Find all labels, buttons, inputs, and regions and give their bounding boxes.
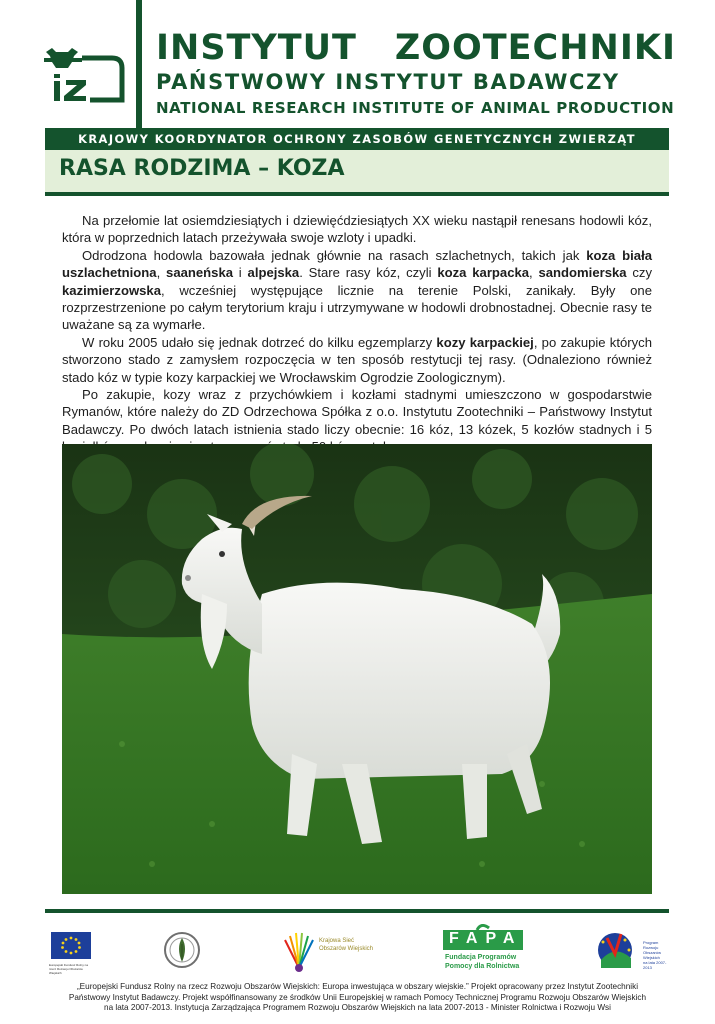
prow-caption: Program Rozwoju Obszarów Wiejskich na lata 2007-2013 <box>643 940 667 970</box>
cow-head-icon <box>42 44 126 104</box>
ksow-fan-icon <box>281 928 317 974</box>
prow-star-emblem-icon <box>591 924 641 974</box>
prow-logo <box>591 924 641 978</box>
eu-flag-logo <box>51 932 91 959</box>
footer-divider <box>45 909 669 913</box>
goat-photo <box>62 444 652 894</box>
article-body <box>62 212 652 456</box>
paragraph-2: Odrodzona hodowla bazowała jednak głównie na rasach szlachetnych, takich jak koza biała uszlachetniona, saaneńska i alpejska. Stare rasy kóz, czyli koza karpacka, sandomierska czy kazimierzowska, wcześniej występujące licznie na terenie Polski, zanikały. Były one rozprzestrzenione po całym terytorium kraju i utrzymywane w hodowli drobnostadnej. Obecnie rasy te uważane są za wymarłe. <box>62 247 652 333</box>
ministry-round-logo <box>162 930 202 974</box>
institute-logo <box>0 0 136 128</box>
funding-notice <box>20 982 695 1014</box>
eu-stars-icon <box>51 932 91 959</box>
header-divider <box>136 0 142 128</box>
funding-line-1: „Europejski Fundusz Rolny na rzecz Rozwoju Obszarów Wiejskich: Europa inwestująca w obszary wiejskie.” Projekt opracowany przez Instytut Zootechniki <box>76 982 639 991</box>
paragraph-1: Na przełomie lat osiemdziesiątych i dziewięćdziesiątych XX wieku nastąpił renesans hodowli kóz, która w poprzednich latach przeżywała swoje wzloty i upadki. <box>62 213 652 246</box>
title-word-zootechniki: ZOOTECHNIKI <box>394 28 676 68</box>
coordinator-band: KRAJOWY KOORDYNATOR OCHRONY ZASOBÓW GENETYCZNYCH ZWIERZĄT <box>45 128 669 150</box>
title-word-instytut: INSTYTUT <box>156 28 357 68</box>
ksow-logo <box>281 928 317 978</box>
ksow-caption-1: Krajowa Sieć <box>319 938 355 944</box>
paragraph-4: Po zakupie, kozy wraz z przychówkiem i kozłami stadnymi umieszczono w gospodarstwie Rymanów, które należy do ZD Odrzechowa Spółka z o.o. Instytutu Zootechniki – Państwowy Instytut Badawczy. Po dwóch latach istnienia stado liczy obecnie: 16 kóz, 13 kózek, 5 kozłów stadnych i 5 <box>62 387 652 437</box>
breed-title-underline <box>45 192 669 196</box>
institute-subtitle: PAŃSTWOWY INSTYTUT BADAWCZY <box>156 70 620 94</box>
fapa-caption-2: Pomocy dla Rolnictwa <box>445 963 520 970</box>
ksow-caption-2: Obszarów Wiejskich <box>319 946 374 952</box>
sponsor-logos <box>45 918 669 980</box>
goat-illustration <box>62 444 652 894</box>
wheat-emblem-icon <box>162 930 202 970</box>
fapa-wordmark: FAPA <box>449 930 523 947</box>
institute-english-name: NATIONAL RESEARCH INSTITUTE OF ANIMAL PRODUCTION <box>156 99 675 117</box>
fapa-logo <box>443 924 523 954</box>
eu-caption: Europejski Fundusz Rolny na rzecz Rozwoju Obszarów Wiejskich <box>49 963 89 975</box>
breed-title-box <box>45 150 669 192</box>
fapa-caption-1: Fundacja Programów <box>445 954 517 961</box>
breed-title: RASA RODZIMA – KOZA <box>59 156 345 181</box>
paragraph-3: W roku 2005 udało się jednak dotrzeć do kilku egzemplarzy kozy karpackiej, po zakupie których stworzono stado z zamysłem rozpoczęcia w ten sposób restytucji tej rasy. (Odnaleziono również stado kóz w typie kozy karpackiej we Wrocławskim Ogrodzie Zoologicznym). <box>62 334 653 385</box>
institute-title <box>156 28 676 68</box>
funding-line-2: Państwowy Instytut Badawczy. Projekt współfinansowany ze środków Unii Europejskiej w ramach Pomocy Technicznej Programu Rozwoju Obszarów Wiejskich <box>68 992 647 1002</box>
funding-line-3: na lata 2007-2013. Instytucja Zarządzająca Programem Rozwoju Obszarów Wiejskich na lata 2007-2013 - Minister Rolnictwa i Rozwoju Wsi <box>104 1003 611 1013</box>
